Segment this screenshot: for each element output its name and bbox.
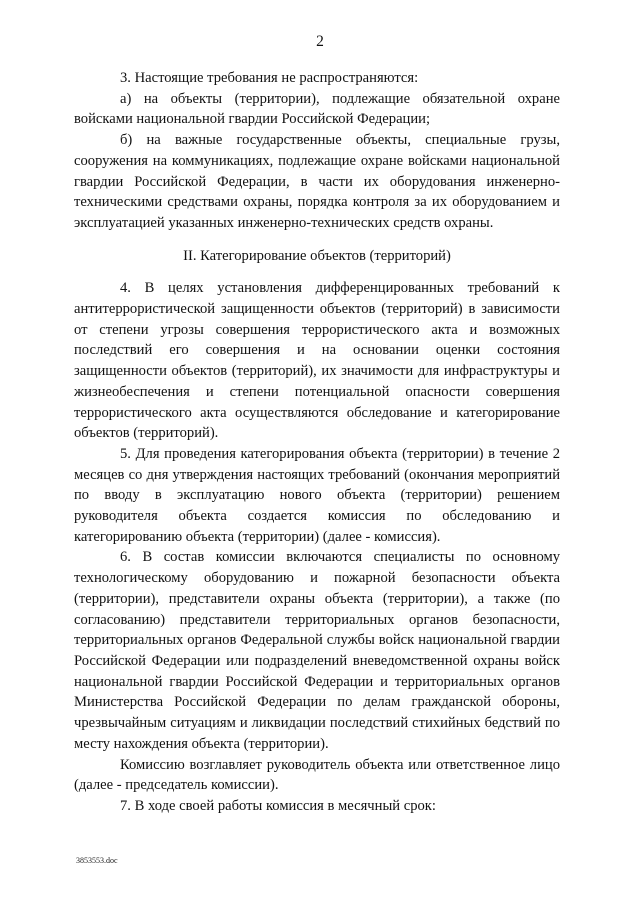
paragraph-7: 7. В ходе своей работы комиссия в месячный срок: bbox=[120, 797, 436, 814]
paragraph-3: 3. Настоящие требования не распространяются: bbox=[120, 70, 419, 86]
paragraph-5: 5. Для проведения категорирования объекта (территории) в течение 2 месяцев со дня утверждения настоящих требований (окончания мероприятий по вводу в эксплуатацию нового объекта (территории) решением руководителя объекта создается комиссия по обследованию и категорированию объекта (территории) (далее - комиссия). bbox=[74, 445, 560, 545]
paragraph-6: 6. В состав комиссии включаются специалисты по основному технологическому оборудованию и пожарной безопасности объекта (территории), представители охраны объекта (территории), а также (по согласованию) представители территориальных органов безопасности, территориальных органов Федеральной службы войск национальной гвардии Российской Федерации или подразделений вневедомственной охраны войск национальной гвардии Российской Федерации и территориальных органов Министерства Российской Федерации по делам гражданской обороны, чрезвычайным ситуациям и ликвидации последствий стихийных бедствий по месту нахождения объекта (территории). bbox=[74, 549, 560, 752]
paragraph-3a: а) на объекты (территории), подлежащие обязательной охране войсками национальной гвардии Российской Федерации; bbox=[74, 90, 560, 128]
document-body bbox=[74, 68, 560, 817]
paragraph-6-commission-head: Комиссию возглавляет руководитель объекта или ответственное лицо (далее - председатель комиссии). bbox=[74, 756, 560, 794]
section-heading: II. Категорирование объектов (территорий) bbox=[183, 247, 451, 264]
paragraph-4: 4. В целях установления дифференцированных требований к антитеррористической защищенности объектов (территорий) в зависимости от степени угрозы совершения террористического акта и возможных последствий его совершения и на основании оценки состояния защищенности объектов (территорий), их значимости для инфраструктуры и жизнеобеспечения и степени потенциальной опасности совершения террористического акта осуществляются обследование и категорирование объектов (территорий). bbox=[74, 280, 560, 442]
paragraph-3b: б) на важные государственные объекты, специальные грузы, сооружения на коммуникациях, подлежащие охране войсками национальной гвардии Российской Федерации, в части их оборудования инженерно-техническими средствами охраны, порядка контроля за их оборудованием и эксплуатацией указанных инженерно-технических средств охраны. bbox=[74, 132, 560, 231]
footer-file-code: 3853553.doc bbox=[76, 856, 118, 865]
page-number: 2 bbox=[316, 33, 324, 50]
